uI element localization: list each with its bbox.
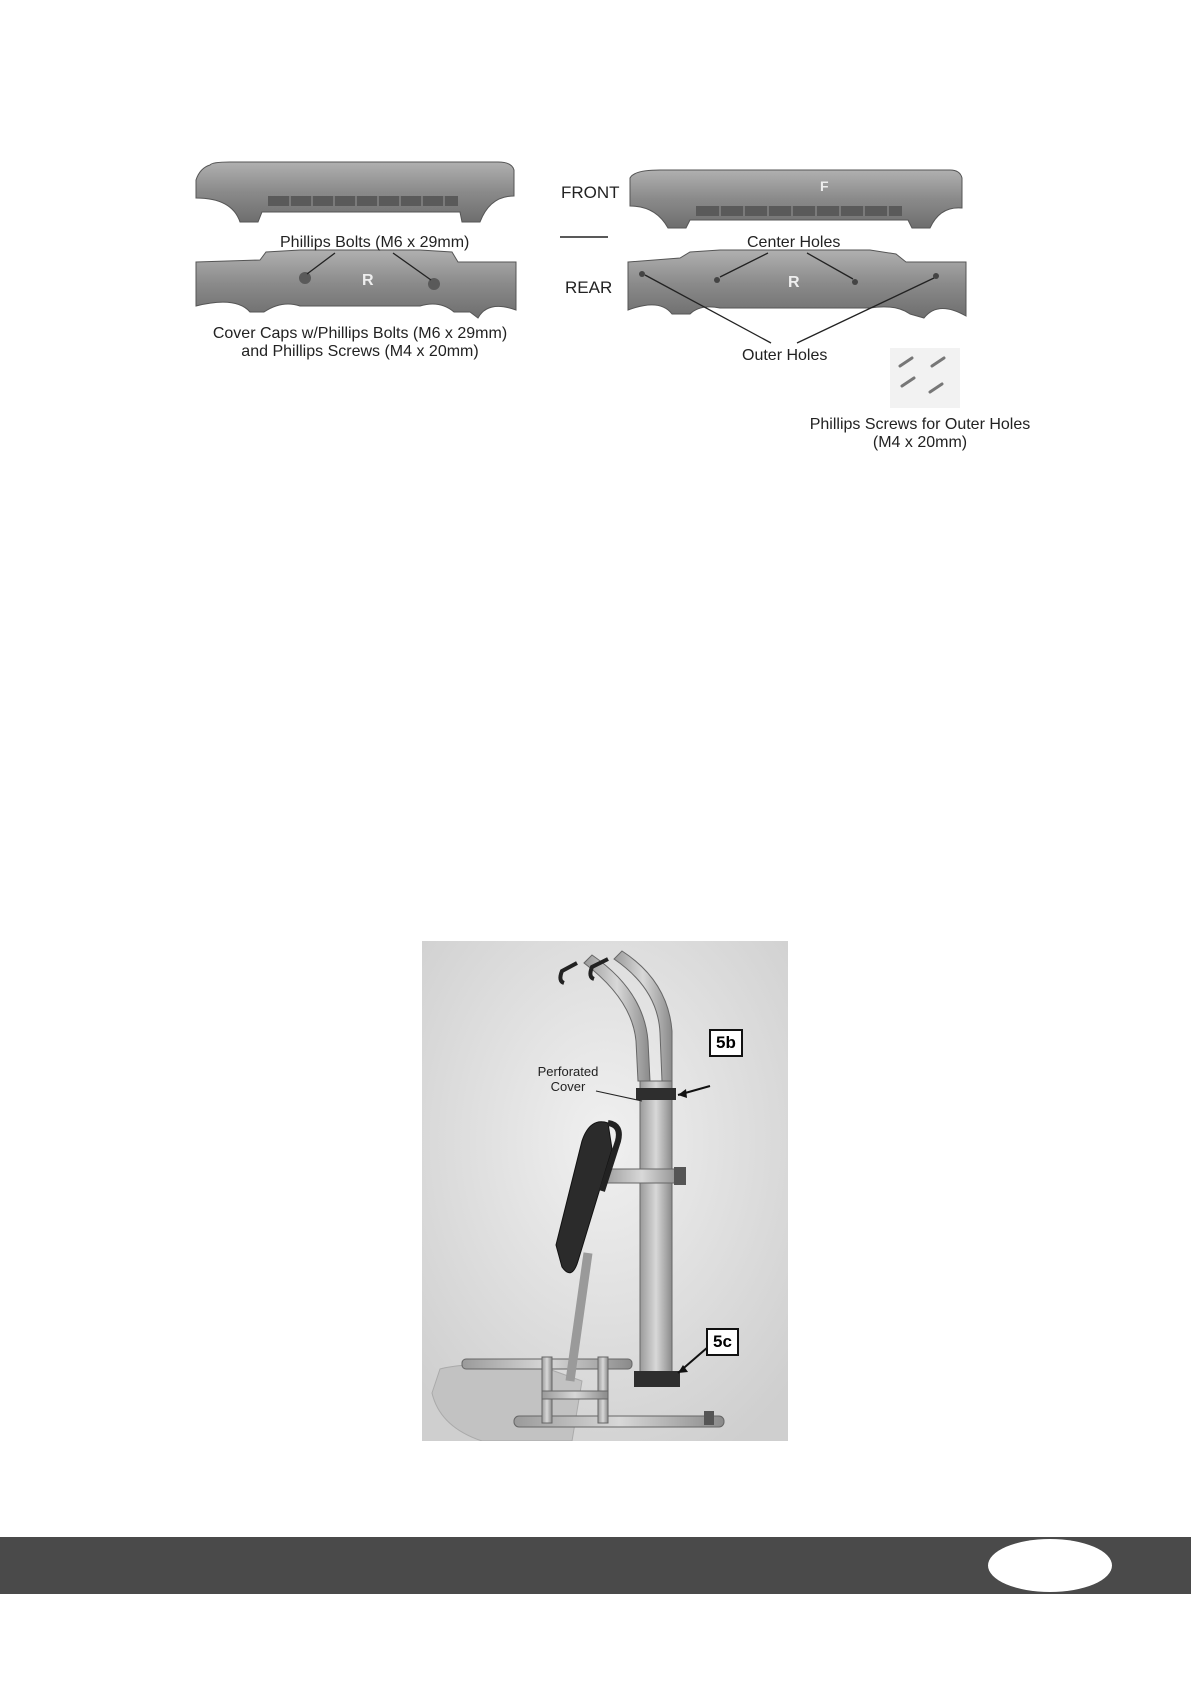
callout-5b: 5b <box>709 1029 743 1057</box>
front-label: FRONT <box>561 183 620 202</box>
machine-photo <box>422 941 788 1441</box>
callout-5c: 5c <box>706 1328 739 1356</box>
screws-illustration <box>890 348 960 408</box>
perforated-cover-label-line1: Perforated <box>537 1064 599 1079</box>
outer-holes-label: Outer Holes <box>742 347 828 364</box>
rear-letter-right: R <box>788 274 800 291</box>
rear-cap-left <box>196 250 516 318</box>
screws-caption <box>800 416 1040 452</box>
center-holes-label: Center Holes <box>747 234 841 251</box>
perforated-cover-label-line2: Cover <box>550 1079 586 1094</box>
cover-caps-caption-line1: Cover Caps w/Phillips Bolts (M6 x 29mm) <box>212 325 508 342</box>
front-letter: F <box>820 178 829 194</box>
cover-caps-caption <box>200 325 520 361</box>
front-cap-left <box>196 162 514 222</box>
phillips-bolts-label: Phillips Bolts (M6 x 29mm) <box>280 234 470 251</box>
rear-letter-left: R <box>362 272 374 289</box>
front-cap-right <box>630 170 962 228</box>
screws-caption-line2: (M4 x 20mm) <box>872 434 968 451</box>
page-number-oval <box>988 1539 1112 1592</box>
screws-caption-line1: Phillips Screws for Outer Holes <box>809 416 1031 433</box>
rear-label: REAR <box>565 278 613 297</box>
cover-caps-caption-line2: and Phillips Screws (M4 x 20mm) <box>241 343 479 360</box>
perforated-cover-label <box>530 1064 606 1094</box>
